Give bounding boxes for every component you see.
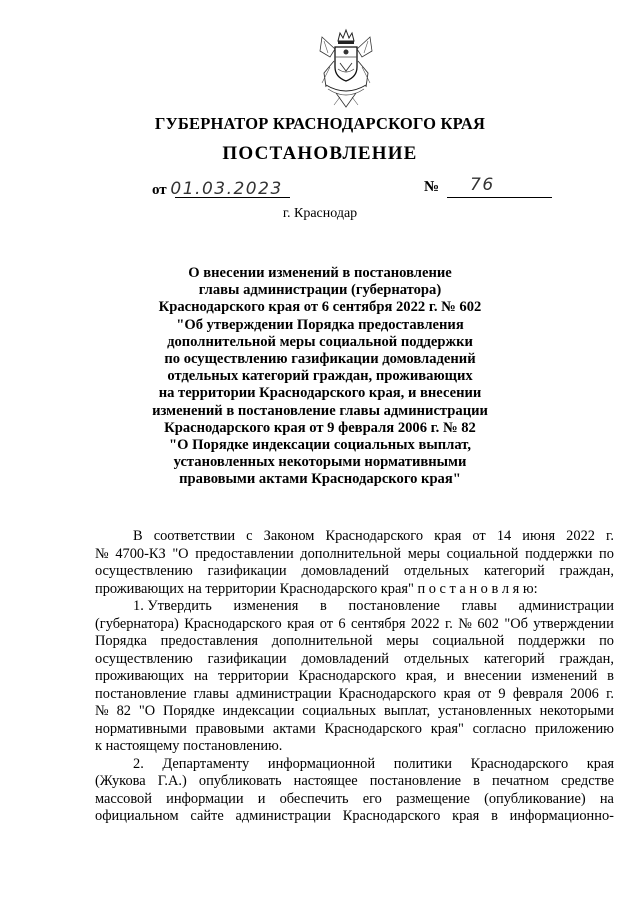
body-word: в <box>473 773 480 789</box>
body-word: Краснодарского <box>324 720 423 737</box>
body-line <box>95 808 614 826</box>
body-word: средстве <box>561 773 614 789</box>
body-word: "О <box>172 545 189 562</box>
body-word: информационной <box>267 755 376 772</box>
body-word: г. <box>606 528 614 544</box>
document-type-heading: ПОСТАНОВЛЕНИЕ <box>222 143 418 164</box>
body-word: печатном <box>492 773 550 789</box>
title-line: правовыми актами Краснодарского края" <box>179 471 461 488</box>
date-prefix: от <box>152 182 167 198</box>
body-word: дополнительной <box>271 633 373 649</box>
body-word: меры <box>407 545 441 562</box>
body-word: (опубликование) <box>484 790 586 807</box>
body-word: и <box>446 668 455 684</box>
body-word: 2006 <box>570 685 599 702</box>
body-word: Краснодарского <box>342 808 441 824</box>
body-word: главы <box>193 685 229 702</box>
body-word: официальном <box>95 808 179 824</box>
body-word: Краснодарского <box>298 668 397 684</box>
body-word: края" <box>430 720 464 737</box>
body-word: февраля <box>512 685 563 702</box>
body-word: от <box>319 615 333 632</box>
body-word: по <box>599 545 614 562</box>
body-word: № <box>95 703 109 719</box>
body-word: отдельных <box>403 650 469 667</box>
body-word: 14 <box>496 528 512 544</box>
body-word: меры <box>386 633 419 649</box>
body-word: "О <box>138 703 156 719</box>
document-body <box>95 528 614 826</box>
body-line <box>95 791 614 809</box>
body-line <box>95 756 614 774</box>
body-word: проживающих <box>95 668 185 684</box>
body-word: № <box>458 615 472 632</box>
body-word: г. <box>606 685 614 702</box>
body-word: администрации <box>236 685 332 702</box>
body-word: от <box>472 528 486 544</box>
body-word: нормативными <box>95 720 187 737</box>
body-word: края <box>434 528 462 544</box>
body-line <box>95 773 614 791</box>
city-line: г. Краснодар <box>282 206 358 221</box>
body-word: (Жукова <box>95 773 146 789</box>
body-word: 4700-КЗ <box>115 545 166 562</box>
body-word: в <box>607 668 614 684</box>
body-word: в <box>320 598 327 614</box>
body-line-final: к настоящему постановлению. <box>95 738 283 754</box>
number-underline <box>447 197 552 198</box>
body-word: газификации <box>207 563 287 579</box>
body-word: "Об <box>504 615 528 632</box>
body-word: его <box>362 790 382 807</box>
body-word: Краснодарского <box>338 685 437 702</box>
body-word: 9 <box>498 685 506 702</box>
body-word: политики <box>393 755 452 772</box>
body-word: информации <box>166 790 244 807</box>
body-word: некоторыми <box>539 703 614 719</box>
body-word: домовладений <box>301 650 389 667</box>
body-line <box>95 721 614 739</box>
title-line: Краснодарского края от 9 февраля 2006 г. № 82 <box>164 419 476 436</box>
body-word: В <box>133 528 143 544</box>
body-word: июня <box>522 528 556 544</box>
body-word: граждан, <box>559 563 614 579</box>
body-word: размещение <box>396 790 470 807</box>
body-word: обеспечить <box>279 790 349 807</box>
body-word: категорий <box>483 563 545 579</box>
body-word: поддержки <box>518 633 586 649</box>
body-line-final: проживающих на территории Краснодарского края" п о с т а н о в л я ю: <box>95 580 538 597</box>
body-word: 2022 <box>566 528 595 544</box>
body-word: Краснодарского <box>325 528 424 544</box>
issuer-heading: ГУБЕРНАТОР КРАСНОДАРСКОГО КРАЯ <box>154 114 486 133</box>
body-word: 6 <box>338 615 346 632</box>
body-word: изменений <box>531 668 598 684</box>
date-value: 01.03.2023 <box>170 179 283 199</box>
body-word: 2022 <box>410 615 440 632</box>
body-word: соответствии <box>153 528 236 544</box>
body-line <box>95 546 614 564</box>
body-word: постановление <box>95 685 187 702</box>
body-word: утверждении <box>533 615 614 632</box>
title-line: "О Порядке индексации социальных выплат, <box>168 437 472 454</box>
body-word: правовыми <box>195 720 265 737</box>
body-line <box>95 528 614 546</box>
body-word: предоставления <box>160 633 259 649</box>
document-title <box>150 265 490 489</box>
body-word: г. <box>444 615 453 632</box>
body-word: сайте <box>190 808 224 824</box>
body-word: осуществлению <box>95 563 193 579</box>
body-word: края <box>287 615 315 632</box>
body-word: социальных <box>302 703 377 719</box>
body-word: № <box>95 545 109 562</box>
body-word: администрации <box>235 808 331 824</box>
body-word: газификации <box>207 650 287 667</box>
body-word: осуществлению <box>95 650 193 667</box>
body-word: края, <box>405 668 437 684</box>
body-line <box>95 651 614 669</box>
title-line: "Об утверждении Порядка предоставления <box>176 316 464 333</box>
body-word: актами <box>272 720 316 737</box>
body-word: постановление <box>348 598 440 614</box>
title-line: изменений в постановление главы администрации <box>152 402 488 419</box>
body-word: сентября <box>350 615 406 632</box>
body-word: социальной <box>432 633 505 649</box>
body-word: изменения <box>233 598 299 614</box>
title-line: отдельных категорий граждан, проживающих <box>167 368 473 385</box>
body-word: территории <box>217 668 289 684</box>
body-word: на <box>193 668 209 684</box>
body-word: приложению <box>535 720 614 737</box>
body-word: Краснодарского <box>470 755 569 772</box>
body-word: Краснодарского <box>184 615 282 632</box>
body-word: отдельных <box>403 563 469 579</box>
body-word: 82 <box>116 703 131 719</box>
body-line <box>95 633 614 651</box>
body-word: опубликовать <box>198 773 282 789</box>
body-word: индексации <box>222 703 295 719</box>
body-word: поддержки <box>525 545 593 562</box>
body-line <box>95 563 614 581</box>
body-word: края <box>452 808 480 824</box>
body-word: Порядке <box>162 703 215 719</box>
number-prefix: № <box>424 179 440 195</box>
title-line: главы администрации (губернатора) <box>198 282 442 299</box>
title-line: Краснодарского края от 6 сентября 2022 г. № 602 <box>158 299 482 316</box>
body-word: по <box>599 633 614 649</box>
body-word: администрации <box>518 598 614 614</box>
body-line <box>95 616 614 634</box>
body-word: (губернатора) <box>95 615 179 632</box>
body-word: края <box>586 755 614 772</box>
body-word: на <box>599 790 614 807</box>
body-word: домовладений <box>301 563 389 579</box>
title-line: О внесении изменений в постановление <box>188 265 452 281</box>
body-line <box>95 598 614 616</box>
body-word: согласно <box>472 720 527 737</box>
body-word: граждан, <box>559 650 614 667</box>
body-word: внесении <box>464 668 522 684</box>
body-word: постановление <box>369 773 462 789</box>
body-word: и <box>257 790 266 807</box>
body-word: Департаменту <box>162 755 250 772</box>
body-word: информационно- <box>509 808 614 824</box>
title-line: на территории Краснодарского края, и внесении <box>158 385 482 402</box>
title-line: установленных некоторыми нормативными <box>173 454 467 471</box>
body-word: выплат, <box>383 703 431 719</box>
coat-of-arms-emblem <box>316 27 376 109</box>
body-word: Порядка <box>95 633 147 649</box>
body-word: массовой <box>95 790 152 807</box>
number-value: 76 <box>470 175 495 195</box>
date-field <box>152 179 283 199</box>
body-word: Г.А.) <box>157 773 187 789</box>
body-word: 1. Утвердить <box>133 598 212 614</box>
body-line <box>95 668 614 686</box>
body-word: края <box>443 685 471 702</box>
body-word: главы <box>461 598 497 614</box>
title-line: дополнительной меры социальной поддержки <box>167 333 473 350</box>
body-word: социальной <box>446 545 519 562</box>
body-word: 602 <box>477 615 499 632</box>
date-underline <box>175 197 290 198</box>
body-word: 2. <box>133 755 144 772</box>
body-word: в <box>491 808 498 824</box>
body-word: категорий <box>483 650 545 667</box>
body-word: с <box>246 528 253 544</box>
body-word: предоставлении <box>195 545 294 562</box>
body-word: настоящее <box>293 773 358 789</box>
body-word: Законом <box>263 528 315 544</box>
body-line <box>95 686 614 704</box>
body-word: от <box>477 685 492 702</box>
title-line: по осуществлению газификации домовладений <box>164 351 476 368</box>
body-word: установленных <box>437 703 532 719</box>
body-line <box>95 703 614 721</box>
body-word: дополнительной <box>300 545 402 562</box>
